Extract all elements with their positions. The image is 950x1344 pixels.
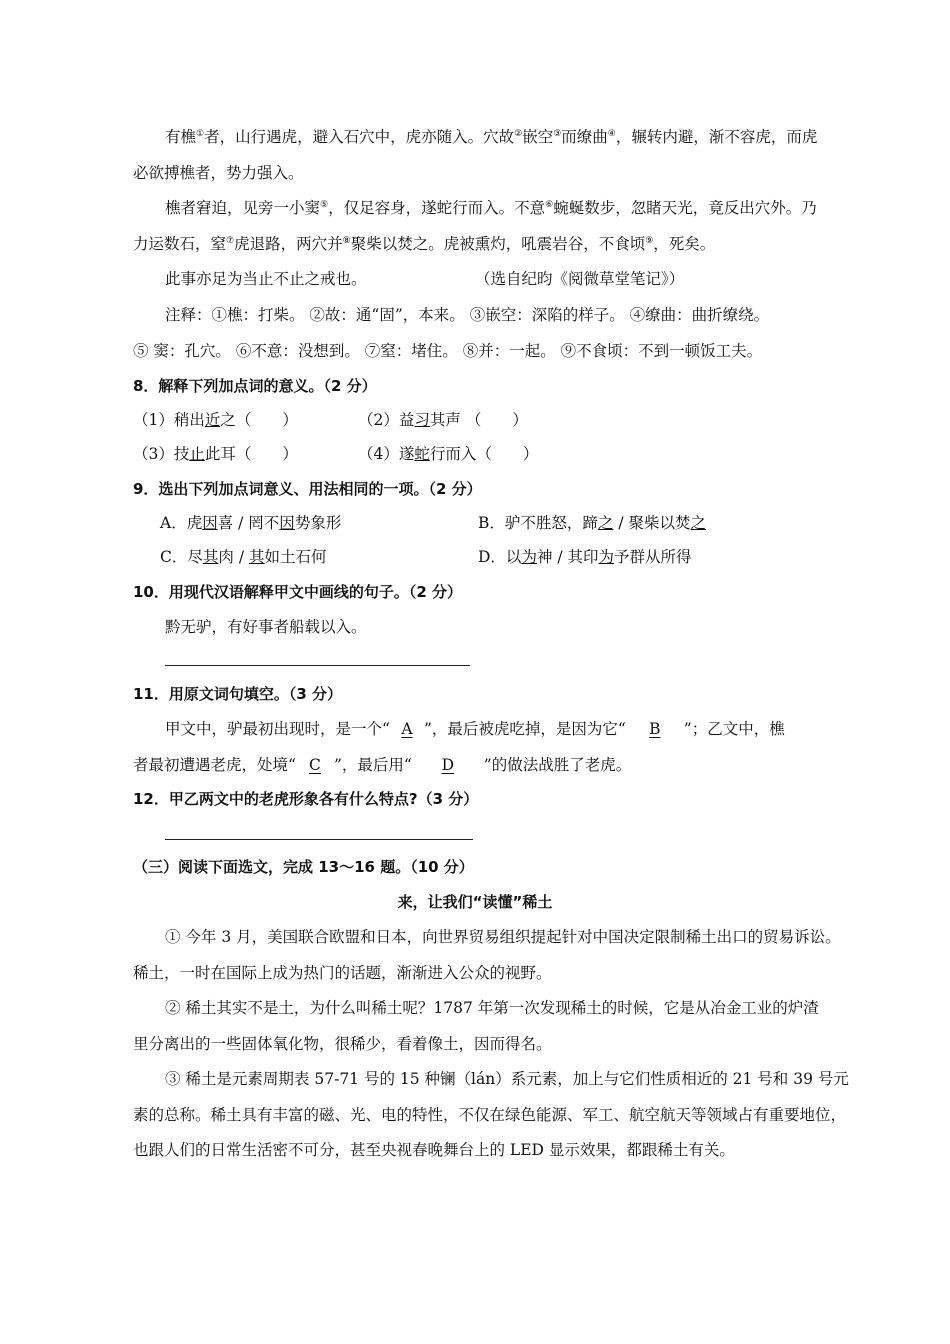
article-paragraph: ② 稀土其实不是土，为什么叫稀土呢？1787 年第一次发现稀土的时候，它是从冶金工业的炉渣 [165,999,819,1017]
dotted-word: 近 [204,411,221,429]
source-citation: （选自纪昀《阅微草堂笔记》） [475,270,685,288]
article-paragraph: ③ 稀土是元素周期表 57-71 号的 15 种镧（lán）系元素，加上与它们性质相近的 21 号和 39 号元 [165,1070,849,1088]
footnote-marker: ⑤ [320,199,329,210]
article-paragraph: ① 今年 3 月，美国联合欧盟和日本，向世界贸易组织提起针对中国决定限制稀土出口的贸易诉讼。 [165,928,841,946]
option-c: C．尽其肉 / 其如土石何 [160,548,327,566]
question-11-line: 者最初遭遇老虎，处境“ C ”，最后用“ D ”的做法战胜了老虎。 [133,753,950,777]
section-3-title: （三）阅读下面选文，完成 13～16 题。（10 分） [133,858,474,876]
dotted-word: 为 [598,548,615,566]
question-8-title: 8．解释下列加点词的意义。（2 分） [133,377,377,395]
article-paragraph: 稀土，一时在国际上成为热门的话题，渐渐进入公众的视野。 [133,964,552,982]
question-8-item: （4）遂蛇行而入（ ） [358,445,539,463]
annotation-line: ⑤ 窦：孔穴。 ⑥不意：没想到。 ⑦窒：堵住。 ⑧并：一起。 ⑨不食顷：不到一顿饭工夫。 [133,342,763,360]
passage-line: 力运数石，窒⑦虎退路，两穴并⑧聚柴以焚之。虎被熏灼，吼震岩谷，不食顷⑨，死矣。 [133,235,716,253]
footnote-marker: ④ [607,128,616,139]
blank-c: C [309,756,321,774]
footnote-marker: ⑦ [226,235,235,246]
passage-line: 有樵①者，山行遇虎，避入石穴中，虎亦随入。穴故②嵌空③而缭曲④，辗转内避，渐不容虎，而虎 [165,128,818,146]
blank-d: D [441,756,455,774]
answer-line [165,665,470,666]
article-title: 来，让我们“读懂”稀土 [397,893,553,911]
question-8-item: （1）稍出近之（ ） [133,411,298,429]
article-paragraph: 也跟人们的日常生活密不可分，甚至央视春晚舞台上的 LED 显示效果，都跟稀土有关。 [133,1141,735,1159]
option-b: B．驴不胜怒，蹄之 / 聚柴以焚之 [478,514,707,532]
footnote-marker: ② [514,128,523,139]
dotted-word: 蛇 [414,445,430,463]
dotted-word: 为 [521,548,537,566]
blank-a: A [401,720,413,738]
blank-b: B [649,720,661,738]
question-11-line: 甲文中，驴最初出现时，是一个“ A ”，最后被虎吃掉，是因为它“ B ”；乙文中，樵 [165,717,950,741]
question-11-title: 11．用原文词句填空。（3 分） [133,685,343,703]
footnote-marker: ③ [553,128,562,139]
dotted-word: 之 [690,514,707,532]
question-8-item: （3）技止此耳（ ） [133,445,298,463]
footnote-marker: ⑨ [645,235,654,246]
article-paragraph: 素的总称。稀土具有丰富的磁、光、电的特性，不仅在绿色能源、军工、航空航天等领域占有重要地位， [133,1106,847,1124]
option-a: A．虎因喜 / 罔不因势象形 [160,514,342,532]
footnote-marker: ① [196,128,205,139]
dotted-word: 因 [202,514,218,532]
option-d: D．以为神 / 其印为予群从所得 [478,548,692,566]
passage-line: 樵者窘迫，见旁一小窦⑤，仅足容身，遂蛇行而入。不意⑥蜿蜒数步，忽睹天光，竟反出穴外。乃 [165,199,817,217]
dotted-word: 之 [597,514,614,532]
dotted-word: 止 [189,445,205,463]
question-10-title: 10．用现代汉语解释甲文中画线的句子。（2 分） [133,583,463,601]
annotation-line: 注释：①樵：打柴。 ②故：通“固”，本来。 ③嵌空：深陷的样子。 ④缭曲：曲折缭绕。 [165,306,770,324]
dotted-word: 其 [248,548,265,566]
article-paragraph: 里分离出的一些固体氧化物，很稀少，看着像土，因而得名。 [133,1035,552,1053]
question-8-item: （2）益习其声 （ ） [358,411,528,429]
dotted-word: 习 [414,411,430,429]
question-12-title: 12．甲乙两文中的老虎形象各有什么特点?（3 分） [133,790,479,808]
dotted-word: 因 [279,514,295,532]
footnote-marker: ⑧ [342,235,351,246]
passage-line: 此事亦足为当止不止之戒也。 [165,270,367,288]
question-9-title: 9．选出下列加点词意义、用法相同的一项。（2 分） [133,480,482,498]
passage-line: 必欲搏樵者，势力强入。 [133,164,304,182]
answer-line [165,839,473,840]
dotted-word: 其 [202,548,219,566]
footnote-marker: ⑥ [545,199,554,210]
question-10-sentence: 黔无驴，有好事者船载以入。 [165,618,367,636]
